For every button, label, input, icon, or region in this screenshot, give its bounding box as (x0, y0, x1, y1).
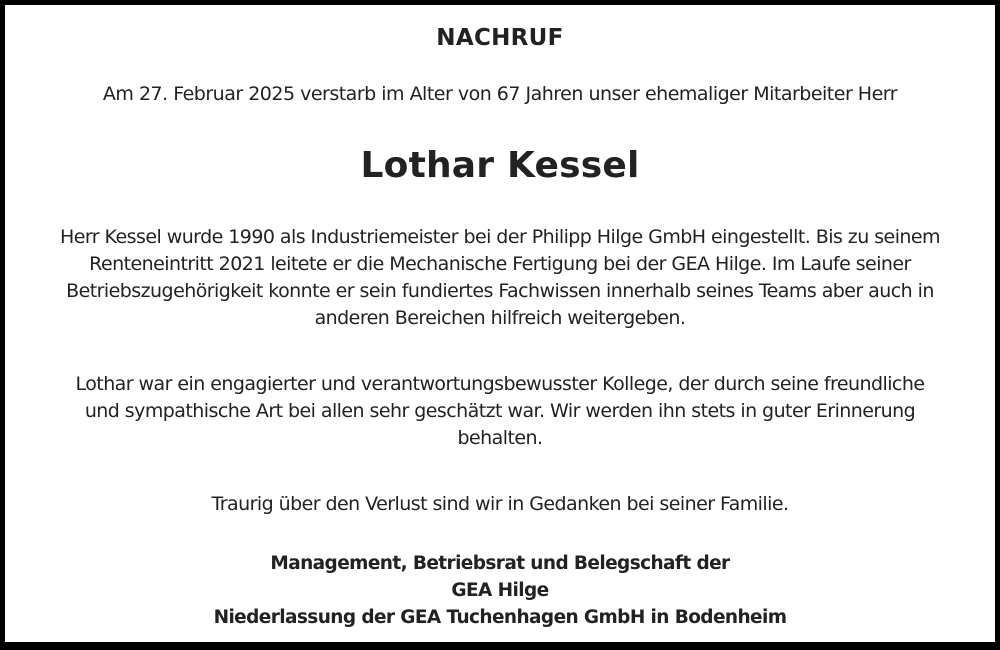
notice-title: NACHRUF (436, 25, 564, 51)
paragraph-condolence (15, 491, 985, 518)
signature-line: GEA Hilge (451, 580, 549, 601)
paragraph-line: behalten. (457, 427, 543, 449)
paragraph-line: Betriebszugehörigkeit konnte er sein fundiertes Fachwissen innerhalb seines Teams aber auch in (66, 280, 934, 302)
signature-line: Niederlassung der GEA Tuchenhagen GmbH in Bodenheim (213, 607, 787, 628)
paragraph-line: Traurig über den Verlust sind wir in Gedanken bei seiner Familie. (211, 493, 789, 515)
signature-line: Management, Betriebsrat und Belegschaft der (270, 553, 730, 574)
paragraph-line: Herr Kessel wurde 1990 als Industriemeister bei der Philipp Hilge GmbH eingestellt. Bis zu seinem (59, 226, 941, 248)
deceased-name: Lothar Kessel (360, 145, 640, 186)
paragraph-line: Renteneintritt 2021 leitete er die Mechanische Fertigung bei der GEA Hilge. Im Laufe seiner (89, 253, 911, 275)
signature-block (5, 550, 995, 631)
paragraph-career (15, 224, 985, 332)
paragraph-line: anderen Bereichen hilfreich weitergeben. (314, 307, 686, 329)
paragraph-line: und sympathische Art bei allen sehr geschätzt war. Wir werden ihn stets in guter Erinnerung (84, 400, 916, 422)
intro-text: Am 27. Februar 2025 verstarb im Alter von 67 Jahren unser ehemaliger Mitarbeiter Herr (102, 83, 898, 105)
obituary-notice (5, 5, 995, 642)
paragraph-line: Lothar war ein engagierter und verantwortungsbewusster Kollege, der durch seine freundliche (75, 373, 925, 395)
paragraph-tribute (15, 371, 985, 452)
